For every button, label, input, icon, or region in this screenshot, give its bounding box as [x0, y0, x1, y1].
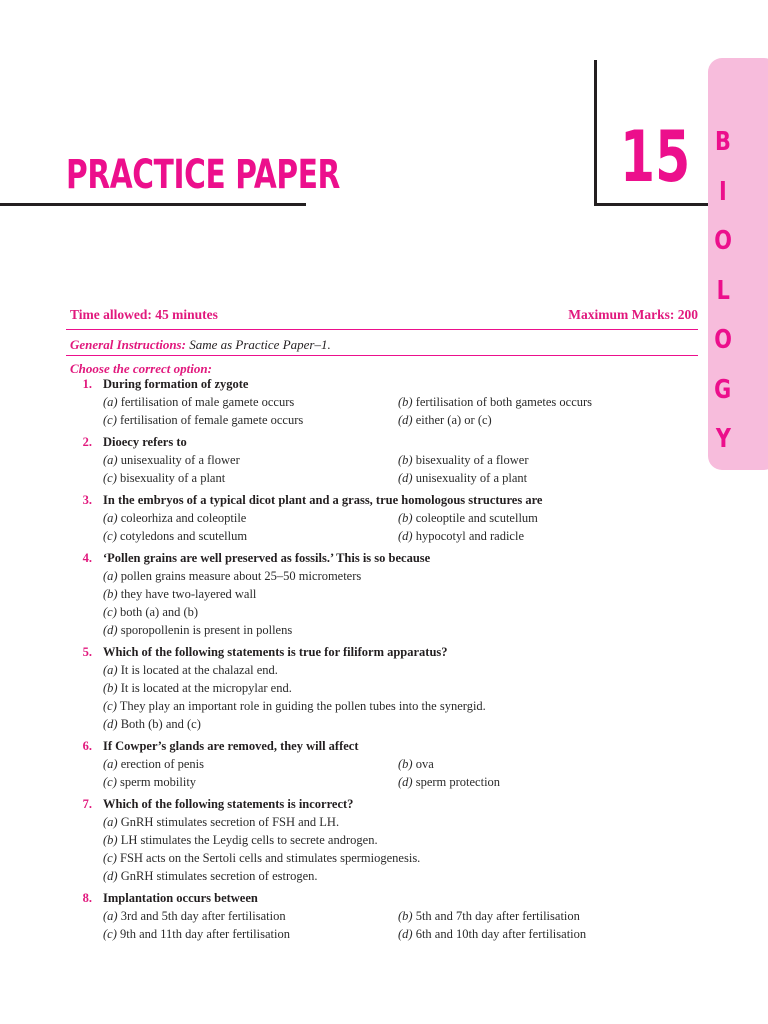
option-letter: (a)	[103, 569, 118, 583]
option-letter: (b)	[398, 511, 413, 525]
meta-divider-bottom	[66, 355, 698, 356]
option-list	[70, 393, 700, 429]
answer-option	[103, 813, 693, 831]
subject-side-tab-letters	[708, 118, 738, 465]
answer-option	[103, 567, 693, 585]
answer-option	[103, 509, 398, 527]
question-stem	[70, 375, 700, 393]
side-tab-letter: O	[714, 226, 732, 256]
question-item	[70, 737, 700, 791]
answer-option	[103, 773, 398, 791]
question-text: Dioecy refers to	[103, 435, 187, 449]
option-letter: (b)	[398, 453, 413, 467]
option-text: hypocotyl and radicle	[415, 529, 524, 543]
paper-number: 15	[620, 116, 691, 198]
option-letter: (d)	[398, 413, 413, 427]
option-text: pollen grains measure about 25–50 micrometers	[120, 569, 362, 583]
instructions-text: Same as Practice Paper–1.	[189, 337, 331, 352]
answer-option	[398, 773, 693, 791]
option-letter: (d)	[398, 529, 413, 543]
answer-option	[103, 661, 693, 679]
answer-option	[103, 451, 398, 469]
option-text: coleorhiza and coleoptile	[120, 511, 247, 525]
option-text: they have two-layered wall	[120, 587, 257, 601]
option-text: 3rd and 5th day after fertilisation	[120, 909, 286, 923]
option-letter: (d)	[398, 775, 413, 789]
question-stem	[70, 889, 700, 907]
option-list	[70, 451, 700, 487]
option-text: LH stimulates the Leydig cells to secrete androgen.	[120, 833, 378, 847]
option-text: sperm protection	[415, 775, 501, 789]
option-text: fertilisation of male gamete occurs	[120, 395, 295, 409]
question-number: 7.	[82, 797, 92, 811]
question-stem	[70, 433, 700, 451]
option-letter: (a)	[103, 815, 118, 829]
option-letter: (c)	[103, 699, 117, 713]
option-letter: (d)	[103, 717, 118, 731]
option-text: They play an important role in guiding the pollen tubes into the synergid.	[119, 699, 486, 713]
option-text: sperm mobility	[120, 775, 197, 789]
option-text: GnRH stimulates secretion of estrogen.	[120, 869, 318, 883]
exam-meta-row	[70, 307, 698, 323]
answer-option	[398, 907, 693, 925]
answer-option	[103, 755, 398, 773]
answer-option	[103, 621, 693, 639]
option-letter: (a)	[103, 757, 118, 771]
answer-option	[103, 715, 693, 733]
option-text: either (a) or (c)	[415, 413, 492, 427]
question-text: If Cowper’s glands are removed, they will affect	[103, 739, 359, 753]
option-list	[70, 567, 700, 639]
answer-option	[398, 925, 693, 943]
question-text: In the embryos of a typical dicot plant and a grass, true homologous structures are	[103, 493, 543, 507]
question-number: 4.	[82, 551, 92, 565]
option-text: FSH acts on the Sertoli cells and stimulates spermiogenesis.	[120, 851, 421, 865]
side-tab-letter: B	[715, 127, 731, 157]
option-text: erection of penis	[120, 757, 205, 771]
option-letter: (a)	[103, 909, 118, 923]
option-text: both (a) and (b)	[120, 605, 199, 619]
answer-option	[103, 679, 693, 697]
side-tab-letter: O	[714, 325, 732, 355]
option-letter: (a)	[103, 663, 118, 677]
answer-option	[398, 469, 693, 487]
question-number: 8.	[82, 891, 92, 905]
page-title: PRACTICE PAPER	[66, 152, 340, 198]
option-text: ova	[415, 757, 434, 771]
question-text: ‘Pollen grains are well preserved as fossils.’ This is so because	[103, 551, 431, 565]
option-text: It is located at the chalazal end.	[120, 663, 278, 677]
option-text: 6th and 10th day after fertilisation	[415, 927, 587, 941]
option-letter: (c)	[103, 775, 117, 789]
question-number: 2.	[82, 435, 92, 449]
option-text: cotyledons and scutellum	[120, 529, 248, 543]
question-stem	[70, 795, 700, 813]
question-number: 3.	[82, 493, 92, 507]
option-letter: (b)	[398, 909, 413, 923]
question-text: During formation of zygote	[103, 377, 249, 391]
number-frame-horizontal-rule	[594, 203, 708, 206]
option-letter: (d)	[398, 471, 413, 485]
answer-option	[103, 697, 693, 715]
side-tab-letter: I	[719, 176, 727, 207]
maximum-marks: Maximum Marks: 200	[568, 307, 698, 322]
option-text: sporopollenin is present in pollens	[120, 623, 293, 637]
question-stem	[70, 491, 700, 509]
question-item	[70, 491, 700, 545]
answer-option	[398, 451, 693, 469]
title-underline	[0, 203, 306, 206]
answer-option	[398, 755, 693, 773]
answer-option	[103, 585, 693, 603]
answer-option	[103, 527, 398, 545]
option-letter: (c)	[103, 413, 117, 427]
option-letter: (d)	[103, 869, 118, 883]
answer-option	[398, 411, 693, 429]
option-letter: (a)	[103, 395, 118, 409]
answer-option	[103, 603, 693, 621]
option-list	[70, 755, 700, 791]
question-number: 5.	[82, 645, 92, 659]
option-letter: (d)	[103, 623, 118, 637]
question-text: Which of the following statements is incorrect?	[103, 797, 354, 811]
option-letter: (c)	[103, 851, 117, 865]
option-letter: (b)	[103, 833, 118, 847]
option-letter: (b)	[398, 395, 413, 409]
option-text: fertilisation of female gamete occurs	[120, 413, 304, 427]
answer-option	[103, 393, 398, 411]
answer-option	[103, 867, 693, 885]
question-text: Implantation occurs between	[103, 891, 258, 905]
option-text: coleoptile and scutellum	[415, 511, 538, 525]
option-letter: (c)	[103, 927, 117, 941]
answer-option	[103, 469, 398, 487]
question-stem	[70, 737, 700, 755]
question-item	[70, 549, 700, 639]
option-text: Both (b) and (c)	[120, 717, 201, 731]
option-letter: (b)	[103, 587, 118, 601]
question-number: 1.	[82, 377, 92, 391]
option-letter: (a)	[103, 453, 118, 467]
question-item	[70, 795, 700, 885]
option-text: GnRH stimulates secretion of FSH and LH.	[120, 815, 340, 829]
instructions-label: General Instructions:	[70, 337, 186, 352]
side-tab-letter: L	[716, 275, 730, 306]
option-text: 5th and 7th day after fertilisation	[415, 909, 580, 923]
question-number: 6.	[82, 739, 92, 753]
option-letter: (d)	[398, 927, 413, 941]
option-text: It is located at the micropylar end.	[120, 681, 292, 695]
number-frame-vertical-rule	[594, 60, 597, 206]
option-text: bisexuality of a flower	[415, 453, 529, 467]
meta-divider-top	[66, 329, 698, 330]
answer-option	[103, 925, 398, 943]
time-allowed: Time allowed: 45 minutes	[70, 307, 218, 322]
option-text: bisexuality of a plant	[120, 471, 226, 485]
question-stem	[70, 549, 700, 567]
option-text: fertilisation of both gametes occurs	[415, 395, 593, 409]
question-item	[70, 889, 700, 943]
option-letter: (c)	[103, 605, 117, 619]
question-item	[70, 643, 700, 733]
answer-option	[103, 411, 398, 429]
answer-option	[398, 527, 693, 545]
question-item	[70, 375, 700, 429]
answer-option	[103, 831, 693, 849]
option-text: unisexuality of a plant	[415, 471, 528, 485]
question-list	[70, 375, 700, 947]
option-letter: (a)	[103, 511, 118, 525]
option-letter: (b)	[103, 681, 118, 695]
question-item	[70, 433, 700, 487]
answer-option	[398, 509, 693, 527]
option-text: 9th and 11th day after fertilisation	[120, 927, 290, 941]
answer-option	[103, 907, 398, 925]
option-list	[70, 813, 700, 885]
side-tab-letter: G	[714, 374, 732, 405]
answer-option	[103, 849, 693, 867]
option-list	[70, 509, 700, 545]
option-letter: (c)	[103, 471, 117, 485]
side-tab-letter: Y	[715, 424, 731, 454]
option-letter: (b)	[398, 757, 413, 771]
question-text: Which of the following statements is true for filiform apparatus?	[103, 645, 448, 659]
question-stem	[70, 643, 700, 661]
option-list	[70, 907, 700, 943]
general-instructions	[70, 337, 331, 353]
option-list	[70, 661, 700, 733]
option-letter: (c)	[103, 529, 117, 543]
choose-option-heading: Choose the correct option:	[70, 361, 212, 376]
answer-option	[398, 393, 693, 411]
option-text: unisexuality of a flower	[120, 453, 240, 467]
